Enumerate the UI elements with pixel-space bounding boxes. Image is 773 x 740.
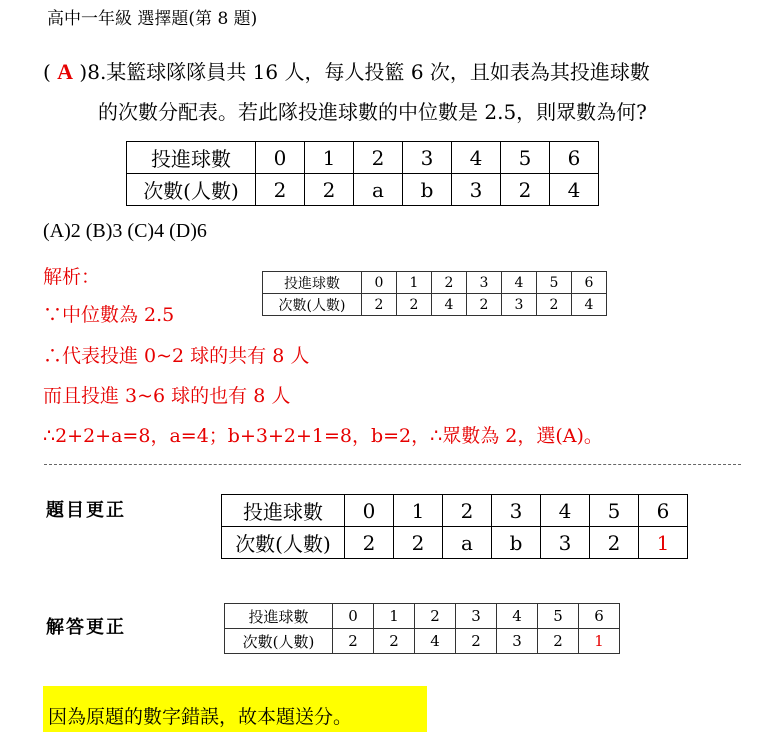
table-cell: 投進球數	[222, 495, 345, 527]
table-cell: 次數(人數)	[263, 294, 362, 316]
solution-line-3: 而且投進 3~6 球的也有 8 人	[43, 385, 291, 407]
table-cell: 3	[492, 495, 541, 527]
table-cell: 2	[501, 174, 550, 206]
table-cell: 3	[403, 142, 452, 174]
table-row	[263, 272, 607, 294]
table-cell: 2	[333, 629, 374, 654]
table-cell: 2	[590, 527, 639, 559]
solution-line-2: ∴代表投進 0~2 球的共有 8 人	[43, 345, 310, 367]
table-cell: 6	[579, 604, 620, 629]
table-cell: 4	[452, 142, 501, 174]
frequency-table-solution	[262, 271, 607, 316]
table-cell: 3	[467, 272, 502, 294]
table-cell: 5	[538, 604, 579, 629]
table-row	[225, 604, 620, 629]
table-cell: 投進球數	[225, 604, 333, 629]
table-cell: 2	[256, 174, 305, 206]
answer-options: (A)2 (B)3 (C)4 (D)6	[43, 220, 207, 242]
table-cell: 4	[432, 294, 467, 316]
note-text: 因為原題的數字錯誤，故本題送分。	[48, 706, 353, 728]
table-cell: 2	[456, 629, 497, 654]
table-cell: 2	[432, 272, 467, 294]
table-cell: 2	[394, 527, 443, 559]
table-cell: 3	[497, 629, 538, 654]
question-text-1: )8.某籃球隊隊員共 16 人，每人投籃 6 次，且如表為其投進球數	[79, 60, 650, 84]
answer-letter: A	[57, 59, 74, 84]
table-cell: 3	[456, 604, 497, 629]
table-cell: 6	[572, 272, 607, 294]
table-cell: 2	[415, 604, 456, 629]
answer-correction-label: 解答更正	[46, 617, 126, 638]
table-row	[127, 174, 599, 206]
table-cell: 2	[467, 294, 502, 316]
question-line-2: 的次數分配表。若此隊投進球數的中位數是 2.5，則眾數為何?	[98, 100, 647, 124]
paren-open: (	[43, 60, 51, 84]
dashed-divider	[44, 464, 741, 465]
table-cell: 次數(人數)	[225, 629, 333, 654]
table-cell: 1	[394, 495, 443, 527]
table-cell: 4	[572, 294, 607, 316]
corrected-cell: 1	[579, 629, 620, 654]
table-cell: 0	[256, 142, 305, 174]
solution-line-4: ∴2+2+a=8，a=4；b+3+2+1=8，b=2，∴眾數為 2，選(A)。	[43, 425, 603, 447]
table-cell: 4	[415, 629, 456, 654]
table-cell: a	[354, 174, 403, 206]
table-cell: b	[492, 527, 541, 559]
table-row	[222, 495, 688, 527]
table-cell: 5	[590, 495, 639, 527]
table-cell: 5	[501, 142, 550, 174]
solution-line-1: ∵中位數為 2.5	[43, 304, 175, 326]
table-cell: 5	[537, 272, 572, 294]
table-cell: 4	[497, 604, 538, 629]
table-cell: a	[443, 527, 492, 559]
table-cell: 6	[550, 142, 599, 174]
table-cell: 0	[333, 604, 374, 629]
table-cell: 0	[362, 272, 397, 294]
table-cell: 3	[541, 527, 590, 559]
table-row	[222, 527, 688, 559]
table-cell: 1	[397, 272, 432, 294]
table-cell: 2	[538, 629, 579, 654]
frequency-table-original	[126, 141, 599, 206]
frequency-table-question-correction	[221, 494, 688, 559]
frequency-table-answer-correction	[224, 603, 620, 654]
table-cell: 2	[305, 174, 354, 206]
table-cell: 1	[374, 604, 415, 629]
table-cell: 次數(人數)	[127, 174, 256, 206]
table-row	[127, 142, 599, 174]
table-cell: 2	[354, 142, 403, 174]
page-header: 高中一年級 選擇題(第 8 題)	[47, 9, 258, 29]
table-cell: 0	[345, 495, 394, 527]
table-cell: 2	[374, 629, 415, 654]
table-row	[263, 294, 607, 316]
table-cell: 4	[541, 495, 590, 527]
table-cell: 2	[537, 294, 572, 316]
table-cell: 6	[639, 495, 688, 527]
table-row	[225, 629, 620, 654]
question-line-1	[43, 56, 650, 85]
question-correction-label: 題目更正	[46, 500, 126, 521]
table-cell: 3	[502, 294, 537, 316]
table-cell: b	[403, 174, 452, 206]
table-cell: 4	[502, 272, 537, 294]
table-cell: 次數(人數)	[222, 527, 345, 559]
table-cell: 投進球數	[127, 142, 256, 174]
table-cell: 2	[362, 294, 397, 316]
table-cell: 1	[305, 142, 354, 174]
solution-title: 解析：	[43, 266, 101, 288]
table-cell: 2	[397, 294, 432, 316]
corrected-cell: 1	[639, 527, 688, 559]
table-cell: 2	[443, 495, 492, 527]
table-cell: 3	[452, 174, 501, 206]
table-cell: 2	[345, 527, 394, 559]
table-cell: 投進球數	[263, 272, 362, 294]
table-cell: 4	[550, 174, 599, 206]
